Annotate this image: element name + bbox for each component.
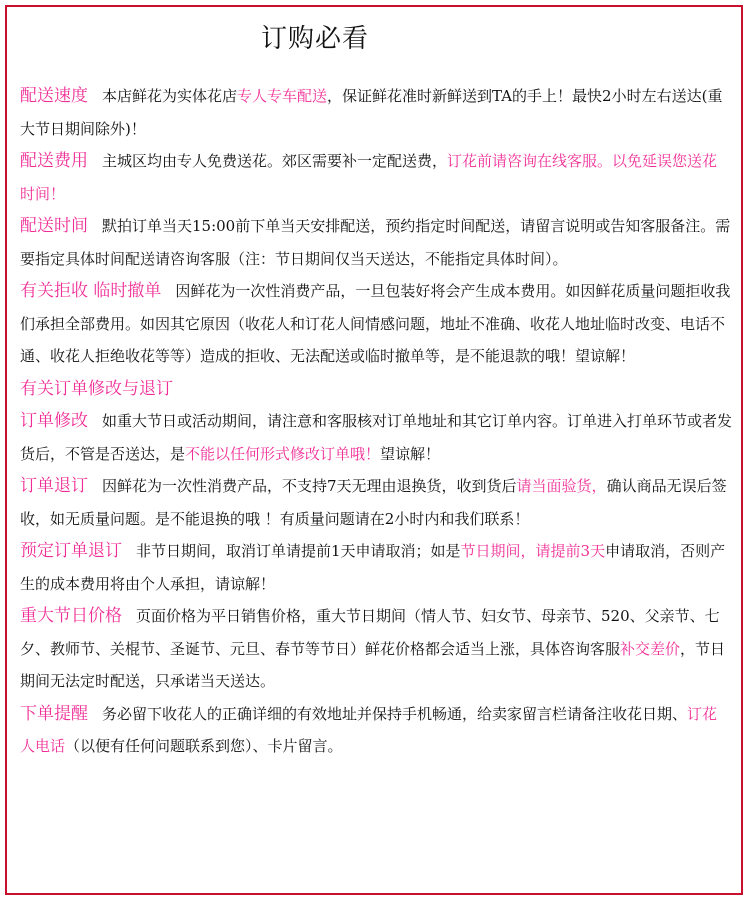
section-text: 申请取消，否则产生的成本费用将由个人承担，请谅解！ bbox=[20, 542, 726, 593]
section-heading-order bbox=[20, 373, 732, 406]
section-delivery-speed bbox=[20, 80, 732, 145]
section-heading: 有关订单修改与退订 bbox=[20, 378, 173, 399]
section-text: ，保证鲜花准时新鲜送到TA的手上！最快2小时左右送达(重大节日期间除外)！ bbox=[20, 87, 723, 138]
section-text: 因鲜花为一次性消费产品，一旦包装好将会产生成本费用。如因鲜花质量问题拒收我们承担全部费用。如因其它原因（收花人和订花人间情感问题，地址不准确、收花人地址临时改变、电话不通、收花人拒绝收花等等）造成的拒收、无法配送或临时撤单等，是不能退款的哦！望谅解！ bbox=[20, 282, 731, 365]
highlight-text: 订花人电话 bbox=[20, 704, 718, 755]
section-text: 因鲜花为一次性消费产品，不支持7天无理由退换货，收到货后 bbox=[102, 477, 517, 495]
section-text: ，节日期间无法定时配送，只承诺当天送达。 bbox=[20, 639, 726, 690]
highlight-text: 专人专车配送 bbox=[237, 87, 328, 105]
page-title: 订购必看 bbox=[260, 24, 369, 54]
section-label: 订单修改 bbox=[20, 411, 88, 431]
section-label: 配送速度 bbox=[20, 86, 88, 106]
section-text: （以便有任何问题联系到您）、卡片留言。 bbox=[65, 737, 343, 755]
section-text: 默拍订单当天15:00前下单当天安排配送，预约指定时间配送，请留言说明或告知客服备注。需要指定具体时间配送请咨询客服（注：节日期间仅当天送达，不能指定具体时间）。 bbox=[20, 217, 731, 268]
highlight-text: 节日期间，请提前3天 bbox=[460, 542, 606, 560]
section-text: 页面价格为平日销售价格，重大节日期间（情人节、妇女节、母亲节、520、父亲节、七夕、教师节、关棍节、圣诞节、元旦、春节等节日）鲜花价格都会适当上涨，具体咨询客服 bbox=[20, 607, 720, 658]
notice-content bbox=[20, 80, 732, 763]
section-rejection bbox=[20, 275, 732, 373]
section-order-modify bbox=[20, 405, 732, 470]
section-delivery-fee bbox=[20, 145, 732, 210]
section-label: 配送时间 bbox=[20, 216, 88, 236]
section-preorder-cancel bbox=[20, 535, 732, 600]
section-text: 望谅解！ bbox=[380, 444, 441, 463]
section-text: 务必留下收花人的正确详细的有效地址并保持手机畅通，给卖家留言栏请备注收花日期、 bbox=[102, 704, 688, 723]
highlight-text: 不能以任何形式修改订单哦！ bbox=[185, 444, 381, 463]
highlight-text: 请当面验货， bbox=[516, 477, 607, 495]
section-text: 非节日期间，取消订单请提前1天申请取消；如是 bbox=[136, 542, 461, 560]
section-text: 本店鲜花为实体花店 bbox=[102, 87, 238, 105]
section-text: 主城区均由专人免费送花。郊区需要补一定配送费， bbox=[102, 152, 448, 170]
section-text: 如重大节日或活动期间，请注意和客服核对订单地址和其它订单内容。订单进入打单环节或者发货后，不管是否送达，是 bbox=[20, 412, 733, 463]
section-label: 配送费用 bbox=[20, 151, 88, 171]
section-delivery-time bbox=[20, 210, 732, 275]
section-text: 确认商品无误后签收，如无质量问题。是不能退换的哦 ！有质量问题请在2小时内和我们联系！ bbox=[20, 477, 727, 528]
section-label: 下单提醒 bbox=[20, 703, 88, 724]
section-label: 预定订单退订 bbox=[20, 541, 122, 561]
section-order-reminder bbox=[20, 698, 732, 763]
section-label: 重大节日价格 bbox=[20, 606, 122, 626]
section-label: 有关拒收 临时撤单 bbox=[20, 281, 162, 301]
section-order-cancel bbox=[20, 470, 732, 535]
section-holiday-price bbox=[20, 600, 732, 698]
section-label: 订单退订 bbox=[20, 476, 88, 496]
highlight-text: 订花前请咨询在线客服。以免延误您送花时间！ bbox=[20, 152, 718, 203]
highlight-text: 补交差价 bbox=[620, 639, 681, 658]
